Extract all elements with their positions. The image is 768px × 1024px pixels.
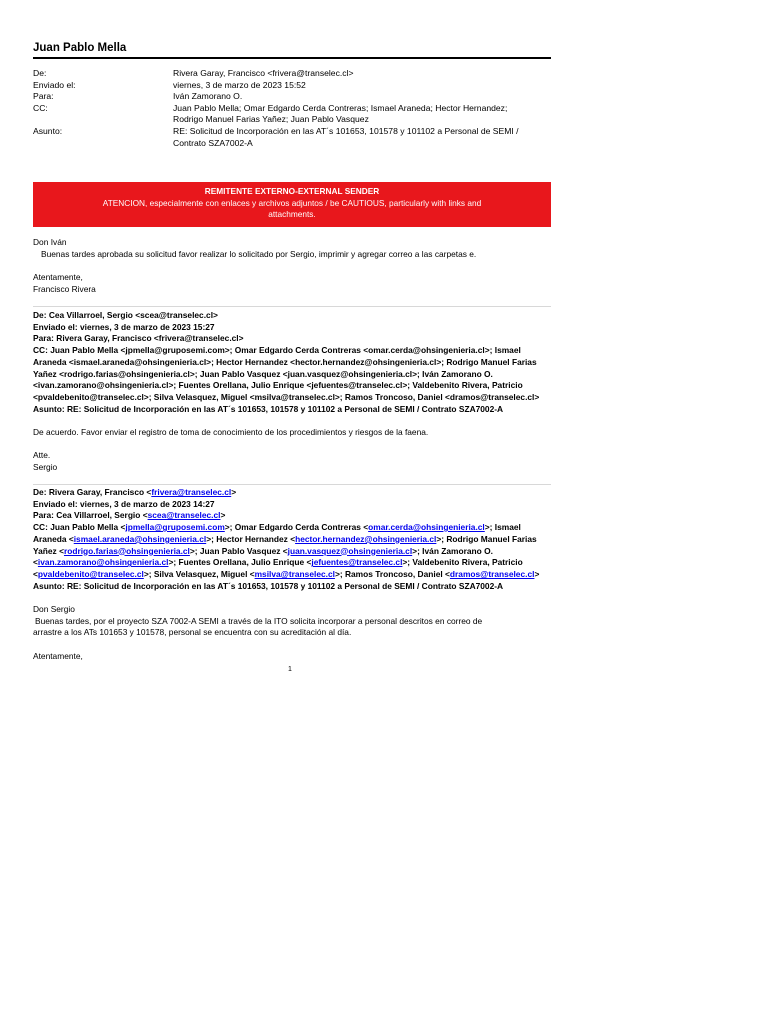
header-cc-label: CC:	[33, 102, 48, 113]
message-3-body-line1: Buenas tardes, por el proyecto SZA 7002-A SEMI a través de la ITO solicita incorporar a personal descritos en correo de	[35, 615, 483, 626]
message-2-cc-line2: Araneda <ismael.araneda@ohsingenieria.cl>; Hector Hernandez <hector.hernandez@ohsingenieria.cl>; Rodrigo Manuel Farias	[33, 356, 537, 367]
email-link[interactable]: msilva@transelec.cl	[254, 568, 335, 579]
message-2-cc-line4: <ivan.zamorano@ohsingenieria.cl>; Fuentes Orellana, Julio Enrique <jefuentes@transelec.cl>; Valdebenito Rivera, Patricio	[33, 380, 523, 391]
message-3-closing: Atentamente,	[33, 650, 83, 661]
message-2-cc-line3: Yañez <rodrigo.farias@ohsingenieria.cl>; Juan Pablo Vasquez <juan.vasquez@ohsingenieria.cl>; Iván Zamorano O.	[33, 368, 493, 379]
message-1	[33, 237, 551, 296]
message-3-from: De: Rivera Garay, Francisco <frivera@transelec.cl>	[33, 487, 237, 497]
message-2-closing: Atte.	[33, 450, 51, 461]
message-2-to: Para: Rivera Garay, Francisco <frivera@transelec.cl>	[33, 333, 244, 344]
message-3-cc-line4: <ivan.zamorano@ohsingenieria.cl>; Fuentes Orellana, Julio Enrique <jefuentes@transelec.cl>; Valdebenito Rivera, Patricio	[33, 557, 523, 568]
message-2-from: De: Cea Villarroel, Sergio <scea@transelec.cl>	[33, 310, 218, 320]
header-sent-value: viernes, 3 de marzo de 2023 15:52	[173, 79, 306, 90]
email-link[interactable]: juan.vasquez@ohsingenieria.cl	[287, 545, 413, 556]
message-3-cc-line3: Yañez <rodrigo.farias@ohsingenieria.cl>; Juan Pablo Vasquez <juan.vasquez@ohsingenieria.cl>; Iván Zamorano O.	[33, 545, 493, 556]
header-cc-value-line2: Rodrigo Manuel Farias Yañez; Juan Pablo Vasquez	[173, 114, 369, 125]
email-link[interactable]: ivan.zamorano@ohsingenieria.cl	[37, 557, 169, 568]
banner-text-line1: ATENCION, especialmente con enlaces y archivos adjuntos / be CAUTIOUS, particularly with links and	[102, 197, 482, 208]
email-link[interactable]: rodrigo.farias@ohsingenieria.cl	[63, 545, 190, 556]
email-link[interactable]: hector.hernandez@ohsingenieria.cl	[295, 533, 437, 544]
email-link[interactable]: omar.cerda@ohsingenieria.cl	[368, 522, 485, 533]
message-1-closing: Atentamente,	[33, 272, 83, 283]
message-separator	[33, 306, 551, 307]
message-3-body-line2: arrastre a los ATs 101653 y 101578, personal se encuentra con su acreditación al día.	[33, 627, 352, 638]
header-subject-row	[33, 126, 551, 138]
message-3	[33, 487, 551, 663]
message-3-cc-line2: Araneda <ismael.araneda@ohsingenieria.cl>; Hector Hernandez <hector.hernandez@ohsingenieria.cl>; Rodrigo Manuel Farias	[33, 533, 537, 544]
header-cc-row	[33, 103, 551, 115]
message-1-body: Buenas tardes aprobada su solicitud favor realizar lo solicitado por Sergio, imprimir y agregar correo a las carpetas e.	[41, 248, 477, 259]
message-2	[33, 310, 551, 474]
message-2-cc-line1: CC: Juan Pablo Mella <jpmella@gruposemi.com>; Omar Edgardo Cerda Contreras <omar.cerda@ohsingenieria.cl>; Ismael	[33, 345, 521, 356]
message-3-greeting: Don Sergio	[33, 604, 75, 615]
message-3-sent: Enviado el: viernes, 3 de marzo de 2023 14:27	[33, 498, 215, 509]
email-link[interactable]: ismael.araneda@ohsingenieria.cl	[73, 533, 207, 544]
message-2-sent: Enviado el: viernes, 3 de marzo de 2023 15:27	[33, 321, 215, 332]
message-2-signature: Sergio	[33, 462, 58, 473]
header-cc-row-cont	[33, 114, 551, 126]
header-subject-value-line1: RE: Solicitud de Incorporación en las AT´s 101653, 101578 y 101102 a Personal de SEMI /	[173, 125, 519, 136]
header-from-value: Rivera Garay, Francisco <frivera@transelec.cl>	[173, 68, 354, 78]
header-from-label: De:	[33, 68, 47, 78]
header-sent-label: Enviado el:	[33, 79, 76, 90]
message-2-body: De acuerdo. Favor enviar el registro de toma de conocimiento de los procedimientos y riesgos de la faena.	[33, 427, 429, 438]
header-subject-row-cont	[33, 138, 551, 150]
message-2-cc-line5: <pvaldebenito@transelec.cl>; Silva Velasquez, Miguel <msilva@transelec.cl>; Ramos Troncoso, Daniel <dramos@transelec.cl>	[33, 391, 540, 402]
header-cc-value-line1: Juan Pablo Mella; Omar Edgardo Cerda Contreras; Ismael Araneda; Hector Hernandez;	[173, 102, 508, 113]
email-header	[33, 68, 551, 149]
email-link[interactable]: jefuentes@transelec.cl	[311, 557, 403, 568]
email-link[interactable]: pvaldebenito@transelec.cl	[37, 568, 144, 579]
external-sender-warning-banner	[33, 182, 551, 227]
header-to-label: Para:	[33, 91, 54, 102]
email-link[interactable]: jpmella@gruposemi.com	[125, 522, 225, 533]
header-to-row	[33, 91, 551, 103]
email-link[interactable]: frivera@transelec.cl	[151, 487, 232, 497]
header-to-value: Iván Zamorano O.	[173, 91, 243, 102]
email-link[interactable]: dramos@transelec.cl	[449, 568, 535, 579]
message-3-subject: Asunto: RE: Solicitud de Incorporación en las AT´s 101653, 101578 y 101102 a Personal de SEMI / Contrato SZA7002-A	[33, 580, 504, 591]
banner-text-line2: attachments.	[268, 209, 316, 220]
header-subject-label: Asunto:	[33, 125, 63, 136]
header-from-row	[33, 68, 551, 80]
header-sent-row	[33, 80, 551, 92]
email-link[interactable]: scea@transelec.cl	[147, 510, 221, 521]
message-3-to: Para: Cea Villarroel, Sergio <scea@transelec.cl>	[33, 510, 226, 521]
header-subject-value-line2: Contrato SZA7002-A	[173, 137, 253, 148]
message-separator	[33, 484, 551, 485]
message-3-cc-line5: <pvaldebenito@transelec.cl>; Silva Velasquez, Miguel <msilva@transelec.cl>; Ramos Troncoso, Daniel <dramos@transelec.cl>	[33, 568, 540, 579]
message-2-subject: Asunto: RE: Solicitud de Incorporación en las AT´s 101653, 101578 y 101102 a Personal de SEMI / Contrato SZA7002-A	[33, 403, 504, 414]
mailbox-owner-name: Juan Pablo Mella	[33, 42, 551, 59]
message-1-signature: Francisco Rivera	[33, 283, 96, 294]
banner-title: REMITENTE EXTERNO-EXTERNAL SENDER	[204, 186, 380, 196]
message-1-greeting: Don Iván	[33, 237, 67, 247]
page-number: 1	[288, 666, 292, 673]
message-3-cc-line1: CC: Juan Pablo Mella <jpmella@gruposemi.com>; Omar Edgardo Cerda Contreras <omar.cerda@ohsingenieria.cl>; Ismael	[33, 522, 521, 533]
